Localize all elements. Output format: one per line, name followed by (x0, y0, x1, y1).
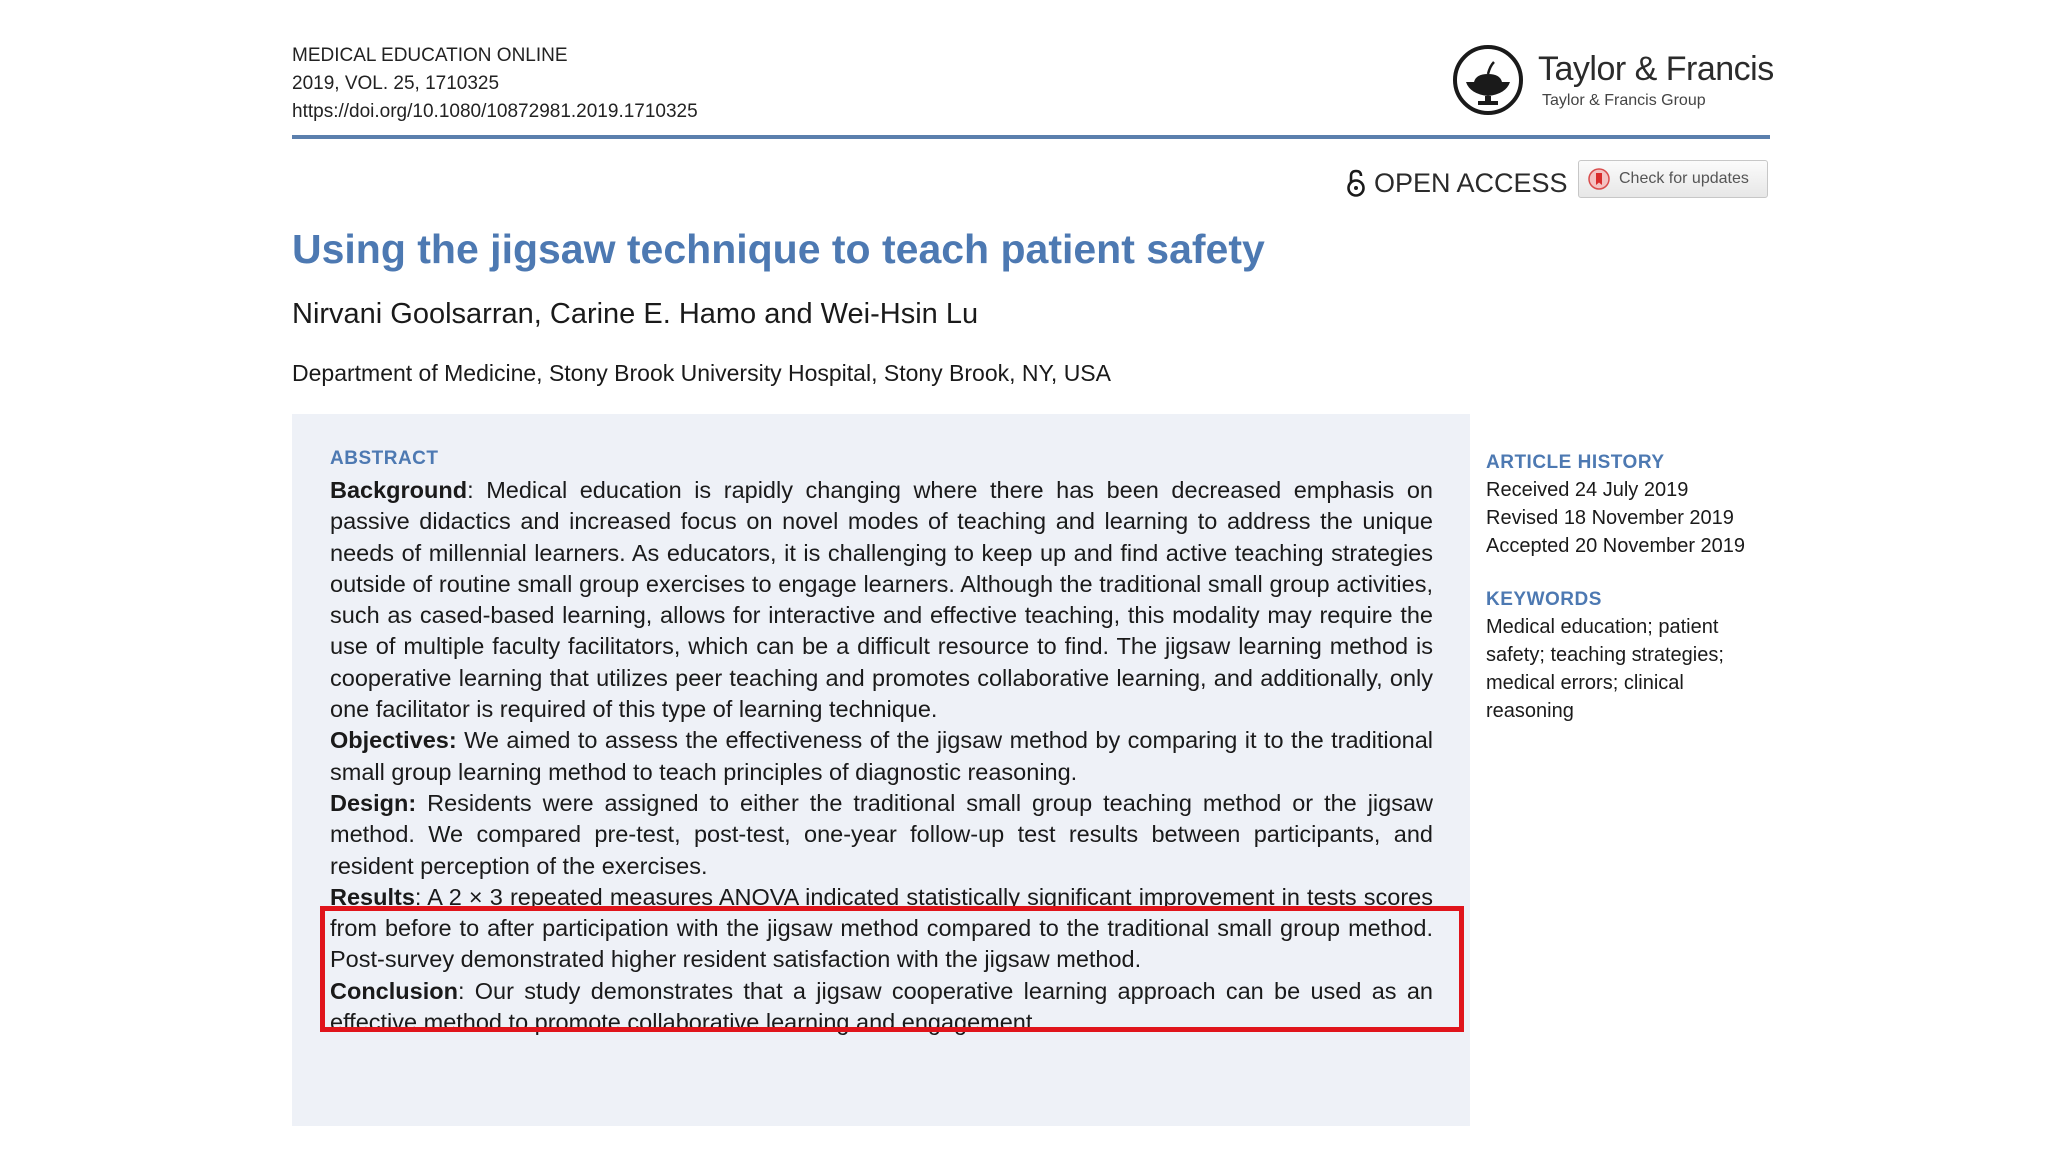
publisher-logo (1452, 42, 1774, 122)
revised-date: Revised 18 November 2019 (1486, 507, 1734, 529)
keywords-list: Medical education; patient safety; teaching strategies; medical errors; clinical reasoning (1486, 616, 1724, 722)
section-label: Background (330, 477, 468, 503)
accepted-date: Accepted 20 November 2019 (1486, 535, 1746, 557)
check-updates-label: Check for updates (1619, 170, 1749, 187)
abstract-objectives (330, 725, 1433, 788)
journal-meta (292, 42, 698, 126)
header-rule (292, 135, 1770, 139)
article-affiliation: Department of Medicine, Stony Brook University Hospital, Stony Brook, NY, USA (292, 360, 1111, 386)
open-lock-icon (1346, 168, 1366, 198)
section-label: Conclusion (330, 977, 458, 1004)
section-label: Objectives: (330, 727, 457, 754)
journal-name: MEDICAL EDUCATION ONLINE (292, 45, 568, 66)
publisher-name: Taylor & Francis (1538, 50, 1774, 88)
article-authors: Nirvani Goolsarran, Carine E. Hamo and Wei-Hsin Lu (292, 298, 979, 330)
lamp-icon (1452, 44, 1524, 116)
keywords (1486, 587, 1766, 725)
section-separator (416, 790, 427, 816)
keywords-heading: KEYWORDS (1486, 589, 1602, 610)
journal-volume: 2019, VOL. 25, 1710325 (292, 73, 500, 94)
section-text: Our study demonstrates that a jigsaw cooperative learning approach can be used as an effective method to promote collaborative learning and engagement. (330, 977, 1433, 1036)
abstract-heading: ABSTRACT (330, 448, 439, 469)
article-title: Using the jigsaw technique to teach patient safety (292, 226, 1265, 272)
section-separator: : (467, 477, 487, 503)
section-separator: : (414, 883, 428, 910)
article-history (1486, 450, 1776, 560)
open-access-badge (1346, 164, 1568, 202)
check-for-updates-button[interactable] (1578, 160, 1768, 198)
results-highlight-box (320, 906, 1464, 1032)
section-label: Design: (330, 789, 417, 816)
article-history-heading: ARTICLE HISTORY (1486, 452, 1665, 473)
check-updates-icon (1587, 167, 1611, 191)
publisher-group: Taylor & Francis Group (1542, 92, 1706, 109)
abstract-design (330, 788, 1433, 882)
section-label: Results (330, 883, 415, 910)
section-text: We aimed to assess the effectiveness of the jigsaw method by comparing it to the traditional small group learning method to teach principles of diagnostic reasoning. (330, 727, 1433, 785)
open-access-label: OPEN ACCESS (1374, 167, 1568, 198)
section-text: Residents were assigned to either the traditional small group teaching method or the jigsaw method. We compared pre-test, post-test, one-year follow-up test results between participants, and resident perception of the exercises. (330, 789, 1433, 879)
received-date: Received 24 July 2019 (1486, 479, 1689, 501)
abstract-background (330, 475, 1433, 725)
doi-link[interactable]: https://doi.org/10.1080/10872981.2019.1710325 (292, 101, 698, 122)
section-text: A 2 × 3 repeated measures ANOVA indicated statistically significant improvement in tests scores from before to after participation with the jigsaw method compared to the traditional small group method. Post-survey demonstrated higher resident satisfaction with the jigsaw method. (330, 883, 1433, 973)
section-text: Medical education is rapidly changing where there has been decreased emphasis on passive didactics and increased focus on novel modes of teaching and learning to address the unique needs of millennial learners. As educators, it is challenging to keep up and find active teaching strategies outside of routine small group exercises to engage learners. Although the traditional small group activities, such as cased-based learning, allows for interactive and effective teaching, this modality may require the use of multiple faculty facilitators, which can be a difficult resource to find. The jigsaw learning method is cooperative learning that utilizes peer teaching and promotes collaborative learning, and additionally, only one facilitator is required of this type of learning technique. (330, 477, 1433, 723)
section-separator: : (457, 977, 475, 1004)
